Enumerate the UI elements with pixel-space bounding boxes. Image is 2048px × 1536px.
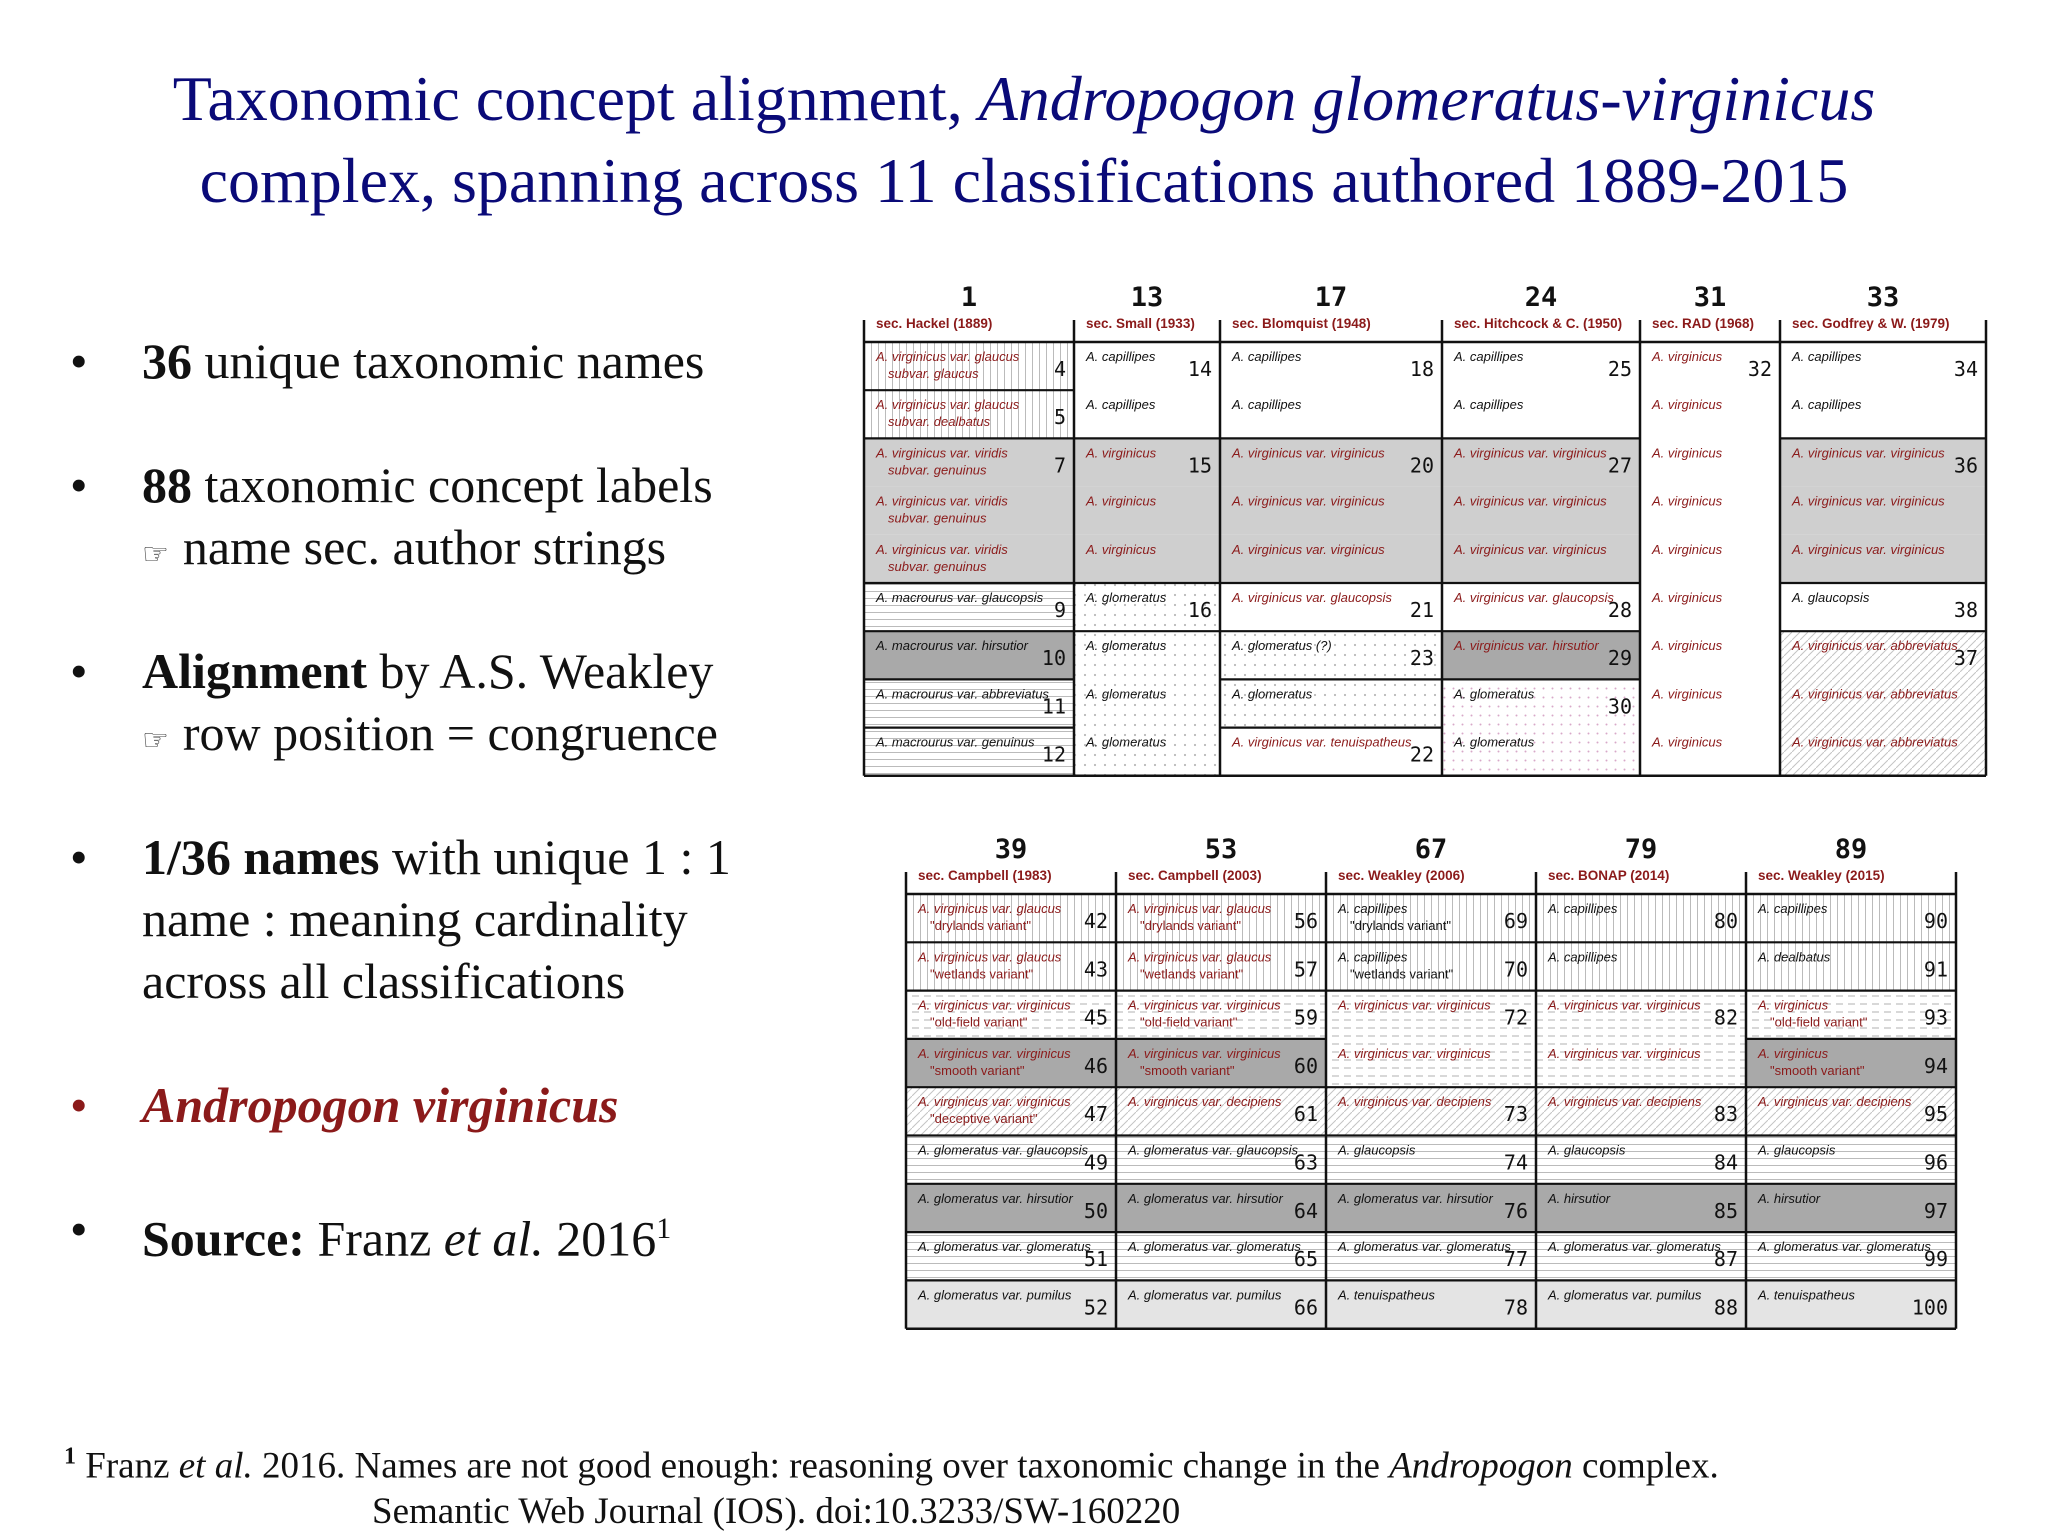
taxon-name: A. virginicus var. glaucus — [1128, 901, 1272, 916]
taxon-name: A. capillipes — [1792, 349, 1862, 364]
column-number: 24 — [1524, 282, 1558, 313]
taxon-subname: subvar. genuinus — [888, 510, 987, 526]
concept-number: 45 — [1083, 1005, 1108, 1030]
column-source-label: sec. Blomquist (1948) — [1232, 316, 1371, 331]
taxon-name: A. glomeratus — [1086, 734, 1167, 750]
concept-number: 96 — [1923, 1150, 1948, 1175]
taxon-subname: "wetlands variant" — [930, 966, 1034, 982]
concept-number: 4 — [1053, 357, 1066, 381]
taxon-name: A. glomeratus var. glomeratus — [1338, 1239, 1511, 1255]
concept-number: 91 — [1923, 957, 1948, 982]
taxon-name: A. virginicus var. glaucus — [918, 949, 1062, 965]
concept-number: 78 — [1503, 1295, 1528, 1320]
taxon-name: A. virginicus — [1652, 541, 1723, 557]
taxon-name: A. capillipes — [1338, 949, 1408, 965]
taxon-name: A. macrourus var. glaucopsis — [876, 590, 1044, 605]
taxon-name: A. glomeratus var. glaucopsis — [918, 1142, 1089, 1158]
concept-number: 80 — [1713, 909, 1738, 933]
taxon-name: A. virginicus var. abbreviatus — [1792, 686, 1958, 702]
concept-number: 23 — [1409, 646, 1434, 671]
taxon-subname: "drylands variant" — [1350, 918, 1451, 933]
column-number: 17 — [1314, 282, 1348, 313]
concept-number: 93 — [1923, 1005, 1948, 1030]
taxon-name: A. hirsutior — [1758, 1190, 1821, 1206]
taxon-name: A. virginicus var. hirsutior — [1454, 638, 1599, 654]
concept-number: 46 — [1083, 1053, 1108, 1078]
pointing-hand-icon: ☞ — [142, 723, 169, 758]
taxon-name: A. virginicus var. glaucus — [918, 901, 1062, 916]
taxon-name: A. virginicus var. abbreviatus — [1792, 638, 1958, 654]
taxon-name: A. glomeratus var. glomeratus — [1128, 1239, 1301, 1255]
taxon-name: A. capillipes — [1548, 949, 1618, 965]
concept-number: 87 — [1713, 1247, 1738, 1272]
concept-number: 29 — [1607, 646, 1632, 671]
taxon-name: A. virginicus var. virginicus — [1454, 445, 1607, 461]
concept-number: 72 — [1503, 1005, 1528, 1030]
concept-number: 21 — [1409, 598, 1434, 622]
taxon-name: A. virginicus var. tenuispatheus — [1232, 734, 1412, 750]
footnote-line-2: Semantic Web Journal (IOS). doi:10.3233/SW-160220 — [372, 1491, 1181, 1533]
alignment-table-top — [864, 282, 1986, 776]
concept-number: 65 — [1293, 1247, 1318, 1272]
concept-number: 73 — [1503, 1102, 1528, 1127]
taxon-name: A. glomeratus (?) — [1232, 638, 1332, 654]
taxon-subname: subvar. genuinus — [888, 462, 987, 478]
concept-number: 42 — [1083, 909, 1108, 933]
taxon-name: A. macrourus var. hirsutior — [876, 638, 1028, 654]
taxon-subname: "wetlands variant" — [1350, 966, 1454, 982]
footnote-line-1: $^1$ Franz et al. 2016. Names are not good enough: reasoning over taxonomic change in the Andropogon complex. — [64, 1444, 1719, 1487]
title-italic: Andropogon glomeratus-virginicus — [978, 63, 1876, 134]
concept-number: 74 — [1503, 1150, 1528, 1175]
taxon-name: A. virginicus var. virginicus — [1454, 541, 1607, 557]
taxon-name: A. virginicus — [1652, 349, 1723, 364]
concept-number: 28 — [1607, 598, 1632, 622]
taxon-subname: subvar. genuinus — [888, 558, 987, 574]
column-source-label: sec. Hitchcock & C. (1950) — [1454, 316, 1623, 331]
concept-number: 76 — [1503, 1198, 1528, 1223]
taxon-name: A. virginicus var. virginicus — [1232, 445, 1385, 461]
taxon-name: A. virginicus var. decipiens — [1128, 1094, 1282, 1110]
concept-number: 14 — [1187, 357, 1212, 381]
concept-number: 63 — [1293, 1150, 1318, 1175]
taxon-name: A. virginicus var. abbreviatus — [1792, 734, 1958, 750]
concept-number: 38 — [1953, 598, 1978, 622]
taxon-name: A. virginicus — [1652, 686, 1723, 702]
concept-number: 25 — [1607, 357, 1632, 381]
concept-number: 9 — [1053, 598, 1066, 622]
concept-number: 64 — [1293, 1198, 1318, 1223]
concept-number: 59 — [1293, 1005, 1318, 1030]
taxon-name: A. virginicus var. virginicus — [918, 1045, 1071, 1061]
footnote — [64, 1434, 2004, 1535]
concept-number: 37 — [1953, 646, 1978, 671]
taxon-name: A. virginicus — [1758, 1045, 1829, 1061]
taxon-name: A. virginicus — [1086, 445, 1157, 461]
concept-number: 56 — [1293, 909, 1318, 933]
taxon-name: A. virginicus var. virginicus — [1338, 997, 1491, 1013]
taxon-name: A. capillipes — [1232, 349, 1302, 364]
column-number: 89 — [1834, 834, 1868, 865]
column-source-label: sec. Small (1933) — [1086, 316, 1195, 331]
taxon-name: A. glomeratus var. glaucopsis — [1128, 1142, 1299, 1158]
column-number: 33 — [1866, 282, 1900, 313]
concept-number: 27 — [1607, 453, 1632, 478]
taxon-subname: "drylands variant" — [1140, 918, 1241, 933]
taxon-name: A. glaucopsis — [1792, 590, 1870, 605]
taxon-name: A. glomeratus var. glomeratus — [1548, 1239, 1721, 1255]
concept-number: 61 — [1293, 1102, 1318, 1127]
taxon-name: A. capillipes — [1232, 397, 1302, 413]
taxon-name: A. tenuispatheus — [1758, 1287, 1855, 1303]
taxon-name: A. virginicus var. glaucopsis — [1232, 590, 1392, 605]
taxon-name: A. virginicus var. virginicus — [918, 997, 1071, 1013]
taxon-subname: "drylands variant" — [930, 918, 1031, 933]
taxon-name: A. virginicus — [1652, 734, 1723, 750]
taxon-name: A. virginicus var. decipiens — [1338, 1094, 1492, 1110]
pointing-hand-icon: ☞ — [142, 537, 169, 572]
taxon-subname: "wetlands variant" — [1140, 966, 1244, 982]
concept-number: 49 — [1083, 1150, 1108, 1175]
column-source-label: sec. Weakley (2006) — [1338, 868, 1465, 883]
concept-number: 97 — [1923, 1198, 1948, 1223]
taxon-name: A. hirsutior — [1548, 1190, 1611, 1206]
concept-number: 47 — [1083, 1102, 1108, 1127]
taxon-name: A. macrourus var. abbreviatus — [876, 686, 1049, 702]
taxon-subname: "old-field variant" — [930, 1014, 1028, 1030]
taxon-name: A. glaucopsis — [1338, 1142, 1416, 1158]
taxon-name: A. glomeratus var. hirsutior — [1128, 1190, 1283, 1206]
concept-number: 30 — [1607, 694, 1632, 719]
concept-number: 50 — [1083, 1198, 1108, 1223]
taxon-name: A. glomeratus — [1086, 638, 1167, 654]
column-number: 67 — [1414, 834, 1448, 865]
taxon-subname: "smooth variant" — [930, 1062, 1025, 1078]
column-number: 79 — [1624, 834, 1658, 865]
taxon-name: A. glomeratus var. pumilus — [1128, 1287, 1282, 1303]
taxon-name: A. virginicus — [1652, 638, 1723, 654]
concept-number: 70 — [1503, 957, 1528, 982]
alignment-table-bottom — [906, 834, 1956, 1329]
column-source-label: sec. Campbell (2003) — [1128, 868, 1262, 883]
taxon-name: A. capillipes — [1454, 397, 1524, 413]
concept-number: 94 — [1923, 1053, 1948, 1078]
concept-number: 57 — [1293, 957, 1318, 982]
concept-number: 32 — [1747, 357, 1772, 381]
taxon-subname: "deceptive variant" — [930, 1111, 1038, 1127]
taxon-name: A. dealbatus — [1758, 949, 1831, 965]
taxon-name: A. virginicus var. glaucus — [876, 349, 1020, 364]
taxon-name: A. virginicus — [1652, 590, 1723, 605]
column-number: 1 — [960, 282, 978, 313]
concept-number: 99 — [1923, 1247, 1948, 1272]
column-number: 13 — [1130, 282, 1164, 313]
taxon-name: A. capillipes — [1548, 901, 1618, 916]
concept-number: 5 — [1053, 405, 1066, 430]
concept-number: 77 — [1503, 1247, 1528, 1272]
column-source-label: sec. Godfrey & W. (1979) — [1792, 316, 1950, 331]
taxon-name: A. virginicus var. virginicus — [1232, 493, 1385, 509]
taxon-name: A. virginicus — [1652, 397, 1723, 413]
taxon-name: A. virginicus var. virginicus — [1548, 1045, 1701, 1061]
taxon-name: A. virginicus var. virginicus — [1338, 1045, 1491, 1061]
taxon-name: A. virginicus var. virginicus — [1454, 493, 1607, 509]
taxon-name: A. virginicus var. viridis — [876, 541, 1008, 557]
column-source-label: sec. BONAP (2014) — [1548, 868, 1670, 883]
concept-number: 18 — [1409, 357, 1434, 381]
concept-number: 11 — [1041, 694, 1066, 719]
taxon-name: A. virginicus var. viridis — [876, 493, 1008, 509]
taxon-name: A. virginicus — [1086, 541, 1157, 557]
concept-number: 100 — [1911, 1295, 1948, 1320]
taxon-name: A. glomeratus var. pumilus — [918, 1287, 1072, 1303]
concept-number: 85 — [1713, 1198, 1738, 1223]
concept-number: 22 — [1409, 742, 1434, 767]
concept-number: 43 — [1083, 957, 1108, 982]
title-line-2: complex, spanning across 11 classifications authored 1889-2015 — [199, 145, 1849, 216]
taxon-name: A. virginicus var. virginicus — [1792, 493, 1945, 509]
taxon-subname: "old-field variant" — [1140, 1014, 1238, 1030]
taxon-name: A. glomeratus var. hirsutior — [918, 1190, 1073, 1206]
concept-number: 15 — [1187, 453, 1212, 478]
taxon-name: A. virginicus var. decipiens — [1758, 1094, 1912, 1110]
taxon-name: A. virginicus var. viridis — [876, 445, 1008, 461]
taxon-name: A. virginicus — [1652, 445, 1723, 461]
column-number: 39 — [994, 834, 1028, 865]
concept-number: 84 — [1713, 1150, 1738, 1175]
taxon-name: A. glomeratus var. pumilus — [1548, 1287, 1702, 1303]
concept-number: 66 — [1293, 1295, 1318, 1320]
taxon-subname: "smooth variant" — [1140, 1062, 1235, 1078]
taxon-name: A. virginicus — [1652, 493, 1723, 509]
column-source-label: sec. Weakley (2015) — [1758, 868, 1885, 883]
taxon-name: A. virginicus var. virginicus — [1232, 541, 1385, 557]
taxon-name: A. glaucopsis — [1548, 1142, 1626, 1158]
taxon-name: A. capillipes — [1454, 349, 1524, 364]
taxon-name: A. capillipes — [1792, 397, 1862, 413]
taxon-name: A. capillipes — [1086, 397, 1156, 413]
taxon-name: A. glomeratus — [1086, 686, 1167, 702]
taxon-name: A. virginicus — [1758, 997, 1829, 1013]
taxon-name: A. capillipes — [1758, 901, 1828, 916]
taxon-subname: subvar. dealbatus — [888, 414, 991, 430]
taxon-name: A. glaucopsis — [1758, 1142, 1836, 1158]
taxon-name: A. tenuispatheus — [1338, 1287, 1435, 1303]
taxon-name: A. virginicus var. virginicus — [1792, 445, 1945, 461]
concept-number: 60 — [1293, 1053, 1318, 1078]
taxon-name: A. virginicus — [1086, 493, 1157, 509]
taxon-name: A. capillipes — [1086, 349, 1156, 364]
taxon-name: A. glomeratus — [1232, 686, 1313, 702]
title-plain: Taxonomic concept alignment, — [172, 63, 979, 134]
taxon-name: A. virginicus var. virginicus — [1792, 541, 1945, 557]
concept-number: 82 — [1713, 1005, 1738, 1030]
taxon-subname: "old-field variant" — [1770, 1014, 1868, 1030]
taxon-name: A. virginicus var. virginicus — [918, 1094, 1071, 1110]
concept-number: 16 — [1187, 598, 1212, 622]
column-source-label: sec. Hackel (1889) — [876, 316, 993, 331]
concept-number: 83 — [1713, 1102, 1738, 1127]
taxon-subname: subvar. glaucus — [888, 366, 979, 381]
concept-number: 20 — [1409, 453, 1434, 478]
concept-number: 90 — [1923, 909, 1948, 933]
concept-number: 88 — [1713, 1295, 1738, 1320]
taxon-name: A. capillipes — [1338, 901, 1408, 916]
taxon-name: A. virginicus var. virginicus — [1548, 997, 1701, 1013]
taxon-name: A. glomeratus var. glomeratus — [918, 1239, 1091, 1255]
taxon-name: A. virginicus var. virginicus — [1128, 1045, 1281, 1061]
column-number: 31 — [1693, 282, 1727, 313]
concept-number: 95 — [1923, 1102, 1948, 1127]
concept-number: 51 — [1083, 1247, 1108, 1272]
concept-number: 10 — [1041, 646, 1066, 671]
taxon-name: A. glomeratus — [1086, 590, 1167, 605]
taxon-name: A. virginicus var. glaucus — [876, 397, 1020, 413]
concept-number: 12 — [1041, 742, 1066, 767]
column-number: 53 — [1204, 834, 1238, 865]
concept-number: 34 — [1953, 357, 1978, 381]
concept-number: 36 — [1953, 453, 1978, 478]
taxon-name: A. virginicus var. virginicus — [1128, 997, 1281, 1013]
taxon-name: A. glomeratus — [1454, 686, 1535, 702]
taxon-name: A. macrourus var. genuinus — [876, 734, 1035, 750]
taxon-name: A. glomeratus var. hirsutior — [1338, 1190, 1493, 1206]
column-source-label: sec. Campbell (1983) — [918, 868, 1052, 883]
concept-number: 7 — [1053, 453, 1066, 478]
taxon-name: A. glomeratus var. glomeratus — [1758, 1239, 1931, 1255]
concept-number: 69 — [1503, 909, 1528, 933]
taxon-name: A. virginicus var. decipiens — [1548, 1094, 1702, 1110]
taxon-name: A. virginicus var. glaucopsis — [1454, 590, 1614, 605]
taxon-name: A. glomeratus — [1454, 734, 1535, 750]
taxon-name: A. virginicus var. glaucus — [1128, 949, 1272, 965]
taxon-subname: "smooth variant" — [1770, 1062, 1865, 1078]
column-source-label: sec. RAD (1968) — [1652, 316, 1755, 331]
concept-number: 52 — [1083, 1295, 1108, 1320]
